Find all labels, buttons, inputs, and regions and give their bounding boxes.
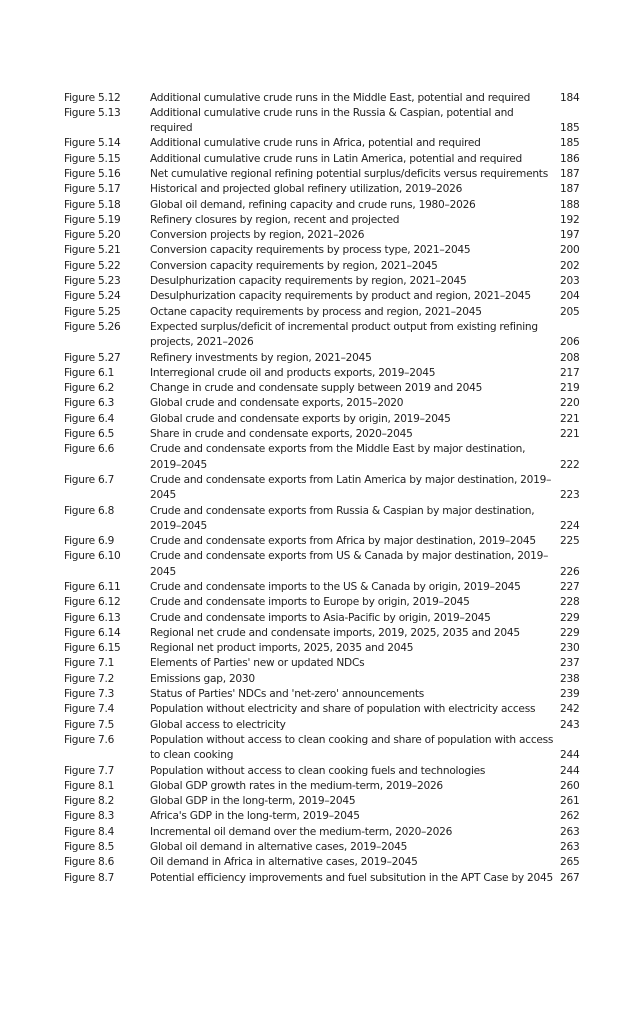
figure-title: Interregional crude oil and products exports, 2019–2045 xyxy=(150,366,436,379)
figure-entry xyxy=(64,794,578,809)
figure-page-number: 229 xyxy=(560,626,580,639)
figure-title: Historical and projected global refinery utilization, 2019–2026 xyxy=(150,183,463,196)
figure-title: Crude and condensate imports to the US & Canada by origin, 2019–2045 xyxy=(150,581,521,593)
figure-number: Figure 6.10 xyxy=(64,550,121,563)
figure-page-number: 230 xyxy=(560,642,580,655)
figure-number: Figure 5.27 xyxy=(64,351,121,364)
figure-page-number: 205 xyxy=(560,305,580,318)
figure-page-number: 237 xyxy=(560,657,580,670)
figure-title: Conversion capacity requirements by process type, 2021–2045 xyxy=(150,244,471,257)
figure-title: Additional cumulative crude runs in the Middle East, potential and required xyxy=(150,91,531,104)
figure-number: Figure 5.12 xyxy=(64,91,121,104)
figure-entry xyxy=(64,473,578,504)
figure-title: Population without access to clean cooking fuels and technologies xyxy=(150,764,486,777)
figure-number: Figure 7.3 xyxy=(64,688,115,701)
figure-number: Figure 5.19 xyxy=(64,213,121,226)
figure-title: Global oil demand, refining capacity and crude runs, 1980–2026 xyxy=(150,198,476,211)
figure-page-number: 187 xyxy=(560,167,580,180)
figure-number: Figure 7.1 xyxy=(64,657,115,670)
figure-number: Figure 6.4 xyxy=(64,412,115,425)
figure-page-number: 229 xyxy=(560,611,580,624)
figure-title: Crude and condensate exports from US & Canada by major destination, 2019–2045 xyxy=(150,550,549,578)
figure-page-number: 244 xyxy=(560,764,580,777)
figure-entry xyxy=(64,167,578,182)
figure-number: Figure 6.14 xyxy=(64,626,121,639)
figure-title: Conversion projects by region, 2021–2026 xyxy=(150,229,365,242)
figure-page-number: 267 xyxy=(560,871,580,884)
figure-page-number: 217 xyxy=(560,366,580,379)
figure-title: Additional cumulative crude runs in the Russia & Caspian, potential and required xyxy=(150,106,514,135)
figure-entry xyxy=(64,549,578,580)
figure-page-number: 219 xyxy=(560,382,580,395)
list-of-figures xyxy=(64,91,578,886)
figure-number: Figure 7.6 xyxy=(64,733,115,746)
figure-entry xyxy=(64,687,578,702)
figure-entry xyxy=(64,259,578,274)
figure-page-number: 225 xyxy=(560,535,580,548)
figure-entry xyxy=(64,289,578,304)
figure-title: Change in crude and condensate supply between 2019 and 2045 xyxy=(150,382,483,395)
figure-entry xyxy=(64,702,578,717)
figure-entry xyxy=(64,274,578,289)
figure-title: Global crude and condensate exports, 2015–2020 xyxy=(150,397,404,410)
figure-title: Status of Parties' NDCs and 'net-zero' announcements xyxy=(150,688,425,701)
figure-entry xyxy=(64,243,578,258)
figure-number: Figure 6.1 xyxy=(64,366,115,379)
figure-entry xyxy=(64,228,578,243)
figure-title: Population without access to clean cooking and share of population with access to clean cooking xyxy=(150,733,554,762)
figure-page-number: 203 xyxy=(560,275,580,288)
figure-page-number: 265 xyxy=(560,856,580,869)
figure-entry xyxy=(64,152,578,167)
figure-number: Figure 6.5 xyxy=(64,428,115,441)
figure-page-number: 243 xyxy=(560,718,580,731)
figure-entry xyxy=(64,656,578,671)
figure-entry xyxy=(64,305,578,320)
figure-number: Figure 8.3 xyxy=(64,810,115,823)
figure-title: Potential efficiency improvements and fuel subsitution in the APT Case by 2045 xyxy=(150,871,554,884)
figure-title: Elements of Parties' new or updated NDCs xyxy=(150,657,365,670)
figure-page-number: 221 xyxy=(560,428,580,441)
figure-entry xyxy=(64,366,578,381)
figure-number: Figure 8.2 xyxy=(64,795,115,808)
figure-title: Population without electricity and share of population with electricity access xyxy=(150,703,536,716)
figure-entry xyxy=(64,136,578,151)
figure-title: Global GDP in the long-term, 2019–2045 xyxy=(150,795,356,808)
figure-title: Regional net crude and condensate imports, 2019, 2025, 2035 and 2045 xyxy=(150,626,520,639)
figure-number: Figure 5.17 xyxy=(64,183,121,196)
figure-title: Regional net product imports, 2025, 2035 and 2045 xyxy=(150,642,414,655)
figure-number: Figure 7.4 xyxy=(64,703,115,716)
figure-number: Figure 6.7 xyxy=(64,473,115,486)
figure-title: Crude and condensate imports to Europe by origin, 2019–2045 xyxy=(150,596,470,609)
figure-number: Figure 6.9 xyxy=(64,535,115,548)
figure-page-number: 208 xyxy=(560,351,580,364)
figure-page-number: 220 xyxy=(560,397,580,410)
figure-page-number: 263 xyxy=(560,841,580,854)
figure-number: Figure 5.18 xyxy=(64,198,121,211)
figure-number: Figure 7.7 xyxy=(64,764,115,777)
figure-title: Desulphurization capacity requirements by product and region, 2021–2045 xyxy=(150,290,531,303)
figure-page-number: 224 xyxy=(560,519,580,532)
figure-number: Figure 6.15 xyxy=(64,642,121,655)
figure-number: Figure 5.21 xyxy=(64,244,121,257)
figure-entry xyxy=(64,91,578,106)
figure-number: Figure 5.16 xyxy=(64,167,121,180)
figure-page-number: 192 xyxy=(560,213,580,226)
figure-page-number: 185 xyxy=(560,122,580,135)
figure-title: Net cumulative regional refining potential surplus/deficits versus requirements xyxy=(150,167,548,180)
figure-page-number: 186 xyxy=(560,152,580,165)
figure-number: Figure 6.8 xyxy=(64,504,115,517)
figure-entry xyxy=(64,764,578,779)
figure-number: Figure 5.20 xyxy=(64,229,121,242)
figure-page-number: 239 xyxy=(560,688,580,701)
figure-title: Refinery closures by region, recent and projected xyxy=(150,213,400,226)
figure-number: Figure 8.4 xyxy=(64,825,115,838)
figure-number: Figure 5.15 xyxy=(64,152,121,165)
figure-entry xyxy=(64,809,578,824)
figure-title: Conversion capacity requirements by region, 2021–2045 xyxy=(150,259,438,272)
figure-page-number: 260 xyxy=(560,779,580,792)
figure-title: Africa's GDP in the long-term, 2019–2045 xyxy=(150,810,360,823)
figure-number: Figure 6.2 xyxy=(64,382,115,395)
figure-title: Desulphurization capacity requirements by region, 2021–2045 xyxy=(150,275,467,288)
figure-page-number: 227 xyxy=(560,581,580,593)
figure-entry xyxy=(64,198,578,213)
figure-number: Figure 6.3 xyxy=(64,397,115,410)
figure-title: Crude and condensate exports from Russia & Caspian by major destination, 2019–2045 xyxy=(150,504,535,532)
figure-number: Figure 6.12 xyxy=(64,596,121,609)
figure-page-number: 244 xyxy=(560,749,580,762)
figure-entry xyxy=(64,213,578,228)
figure-number: Figure 8.1 xyxy=(64,779,115,792)
figure-entry xyxy=(64,381,578,396)
figure-entry xyxy=(64,442,578,473)
figure-entry xyxy=(64,320,578,351)
figure-entry xyxy=(64,351,578,366)
figure-entry xyxy=(64,672,578,687)
figure-page-number: 228 xyxy=(560,596,580,609)
figure-entry xyxy=(64,779,578,794)
figure-number: Figure 7.5 xyxy=(64,718,115,731)
figure-title: Crude and condensate exports from Africa by major destination, 2019–2045 xyxy=(150,535,536,548)
figure-entry xyxy=(64,855,578,870)
figure-title: Additional cumulative crude runs in Africa, potential and required xyxy=(150,137,481,150)
figure-entry xyxy=(64,840,578,855)
figure-number: Figure 6.13 xyxy=(64,611,121,624)
figure-title: Additional cumulative crude runs in Latin America, potential and required xyxy=(150,152,522,165)
figure-entry xyxy=(64,595,578,610)
figure-entry xyxy=(64,106,578,137)
figure-number: Figure 6.11 xyxy=(64,581,121,593)
figure-page-number: 226 xyxy=(560,565,580,578)
figure-page-number: 222 xyxy=(560,458,580,471)
figure-title: Crude and condensate exports from the Middle East by major destination, 2019–2045 xyxy=(150,443,526,471)
figure-title: Incremental oil demand over the medium-term, 2020–2026 xyxy=(150,825,453,838)
figure-page-number: 184 xyxy=(560,91,580,104)
figure-title: Global crude and condensate exports by origin, 2019–2045 xyxy=(150,412,451,425)
figure-entry xyxy=(64,396,578,411)
figure-page-number: 188 xyxy=(560,198,580,211)
figure-title: Global GDP growth rates in the medium-term, 2019–2026 xyxy=(150,779,443,792)
figure-title: Expected surplus/deficit of incremental product output from existing refining projects, 2021–2026 xyxy=(150,320,538,349)
figure-page-number: 204 xyxy=(560,290,580,303)
figure-title: Global oil demand in alternative cases, 2019–2045 xyxy=(150,841,408,854)
figure-page-number: 242 xyxy=(560,703,580,716)
figure-title: Crude and condensate imports to Asia-Pacific by origin, 2019–2045 xyxy=(150,611,491,624)
figure-number: Figure 5.24 xyxy=(64,290,121,303)
figure-entry xyxy=(64,825,578,840)
figure-title: Refinery investments by region, 2021–2045 xyxy=(150,351,372,364)
figure-entry xyxy=(64,718,578,733)
figure-number: Figure 5.26 xyxy=(64,320,121,333)
figure-page-number: 262 xyxy=(560,810,580,823)
figure-number: Figure 5.14 xyxy=(64,137,121,150)
figure-entry xyxy=(64,871,578,886)
figure-page-number: 223 xyxy=(560,489,580,502)
figure-number: Figure 8.7 xyxy=(64,871,115,884)
figure-number: Figure 6.6 xyxy=(64,443,115,456)
figure-entry xyxy=(64,733,578,764)
figure-page-number: 221 xyxy=(560,412,580,425)
figure-title: Oil demand in Africa in alternative cases, 2019–2045 xyxy=(150,856,418,869)
figure-number: Figure 5.23 xyxy=(64,275,121,288)
figure-title: Emissions gap, 2030 xyxy=(150,672,255,685)
figure-entry xyxy=(64,504,578,535)
figure-entry xyxy=(64,641,578,656)
figure-number: Figure 7.2 xyxy=(64,672,115,685)
figure-title: Crude and condensate exports from Latin America by major destination, 2019–2045 xyxy=(150,473,552,502)
figure-title: Share in crude and condensate exports, 2020–2045 xyxy=(150,428,413,441)
figure-page-number: 200 xyxy=(560,244,580,257)
figure-page-number: 187 xyxy=(560,183,580,196)
figure-page-number: 206 xyxy=(560,336,580,349)
figure-number: Figure 8.6 xyxy=(64,856,115,869)
figure-entry xyxy=(64,412,578,427)
figure-page-number: 263 xyxy=(560,825,580,838)
figure-entry xyxy=(64,626,578,641)
figure-entry xyxy=(64,580,578,595)
figure-page-number: 197 xyxy=(560,229,580,242)
figure-title: Octane capacity requirements by process and region, 2021–2045 xyxy=(150,305,482,318)
figure-entry xyxy=(64,534,578,549)
figure-page-number: 261 xyxy=(560,795,580,808)
figure-page-number: 238 xyxy=(560,672,580,685)
figure-entry xyxy=(64,427,578,442)
figure-number: Figure 8.5 xyxy=(64,841,115,854)
figure-entry xyxy=(64,182,578,197)
figure-page-number: 202 xyxy=(560,259,580,272)
figure-number: Figure 5.13 xyxy=(64,106,121,119)
figure-number: Figure 5.25 xyxy=(64,305,121,318)
figure-entry xyxy=(64,611,578,626)
figure-title: Global access to electricity xyxy=(150,718,286,731)
figure-number: Figure 5.22 xyxy=(64,259,121,272)
figure-page-number: 185 xyxy=(560,137,580,150)
